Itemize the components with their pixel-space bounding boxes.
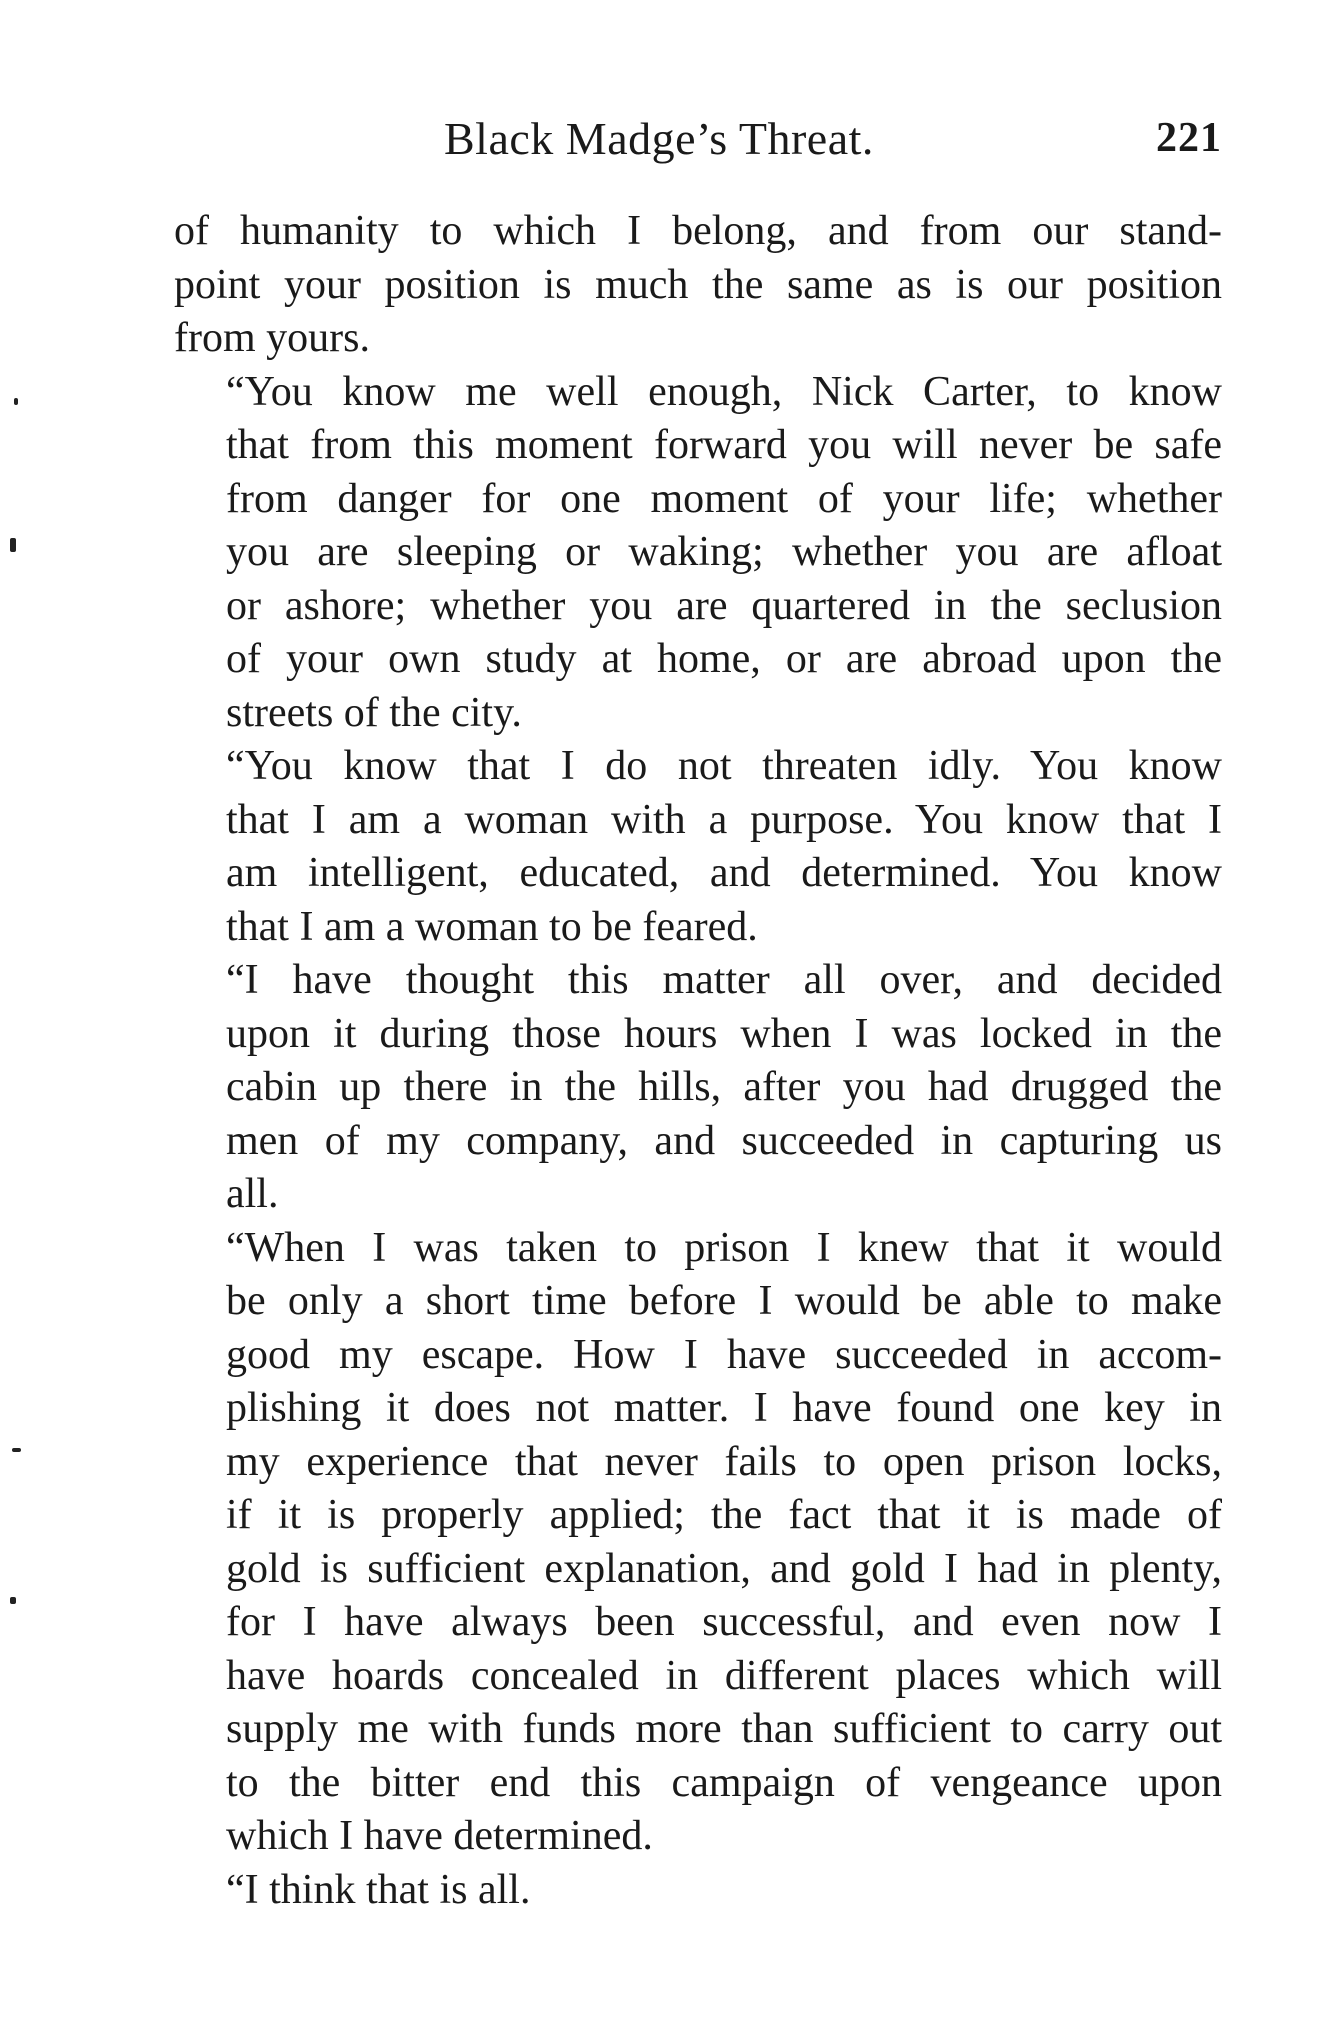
paragraph [174,366,1222,741]
text-line: point your position is much the same as is our position [174,261,1222,308]
text-line: you are sleeping or waking; whether you are afloat [226,529,1222,575]
text-line: men of my company, and succeeded in capturing us [226,1117,1222,1164]
text-line: “You know me well enough, Nick Carter, to know [226,368,1222,415]
text-line: of humanity to which I belong, and from our stand- [174,208,1222,254]
page-header [174,112,1222,172]
text-line: am intelligent, educated, and determined. You know [226,850,1222,896]
paragraph [174,954,1222,1222]
text-line: upon it during those hours when I was locked in the [226,1010,1222,1057]
text-line: “You know that I do not threaten idly. You know [226,743,1222,789]
text-line: supply me with funds more than sufficient to carry out [226,1706,1222,1752]
margin-mark [12,1448,21,1452]
text-line: if it is properly applied; the fact that it is made of [226,1492,1222,1538]
text-line: to the bitter end this campaign of vengeance upon [226,1759,1222,1806]
paragraph [174,740,1222,954]
paragraph [174,205,1222,366]
text-line: “When I was taken to prison I knew that it would [226,1224,1222,1271]
text-line: that I am a woman to be feared. [226,903,758,950]
margin-mark [10,1597,16,1604]
body-text [174,205,1222,1917]
text-line: “I think that is all. [226,1866,531,1913]
text-line: or ashore; whether you are quartered in the seclusion [226,582,1222,629]
text-line: my experience that never fails to open prison locks, [226,1438,1222,1485]
text-line: that from this moment forward you will never be safe [226,422,1222,468]
margin-mark [14,398,18,405]
text-line: have hoards concealed in different places which will [226,1652,1222,1699]
paragraph [174,1222,1222,1864]
text-line: gold is sufficient explanation, and gold I had in plenty, [226,1545,1222,1592]
text-line: streets of the city. [226,689,522,736]
page-number: 221 [1156,115,1222,161]
text-line: plishing it does not matter. I have found one key in [226,1385,1222,1431]
margin-mark [10,538,16,552]
running-title: Black Madge’s Threat. [444,113,874,164]
text-line: from danger for one moment of your life; whether [226,475,1222,522]
text-line: “I have thought this matter all over, and decided [226,957,1222,1003]
text-line: of your own study at home, or are abroad upon the [226,636,1222,682]
text-line: be only a short time before I would be able to make [226,1278,1222,1324]
text-line: that I am a woman with a purpose. You know that I [226,796,1222,843]
text-line: for I have always been successful, and even now I [226,1599,1222,1645]
text-line: good my escape. How I have succeeded in accom- [226,1331,1222,1378]
text-line: which I have determined. [226,1813,653,1859]
text-line: all. [226,1171,279,1217]
text-line: from yours. [174,315,370,361]
text-line: cabin up there in the hills, after you had drugged the [226,1064,1222,1110]
paragraph [174,1864,1222,1918]
